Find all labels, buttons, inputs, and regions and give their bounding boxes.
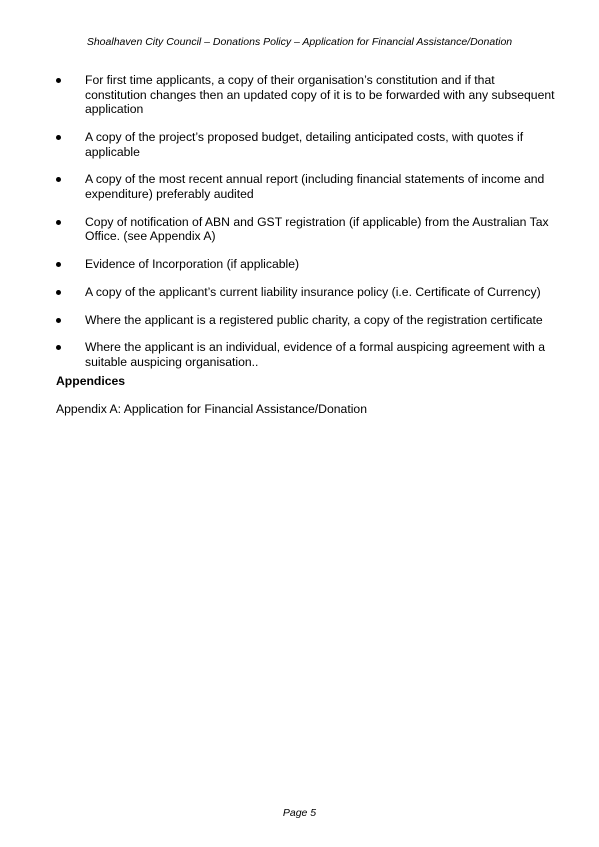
list-item-text: For first time applicants, a copy of their organisation’s constitution and if that constitution changes then an updated copy of it is to be forwarded with any subsequent application: [85, 73, 555, 117]
list-item: [56, 257, 556, 272]
bullet-icon: [56, 262, 61, 267]
bullet-icon: [56, 345, 61, 350]
page-number: Page 5: [282, 807, 317, 819]
list-item-text: A copy of the project’s proposed budget, detailing anticipated costs, with quotes if applicable: [85, 129, 524, 159]
list-item: [56, 285, 556, 300]
list-item: [56, 340, 556, 369]
list-item-text: Where the applicant is an individual, evidence of a formal auspicing agreement with a suitable auspicing organisation..: [85, 340, 546, 370]
list-item-text: A copy of the applicant’s current liability insurance policy (i.e. Certificate of Currency): [85, 284, 541, 299]
list-item-text: Copy of notification of ABN and GST registration (if applicable) from the Australian Tax Office. (see Appendix A): [85, 214, 549, 244]
list-item: [56, 172, 556, 201]
bullet-icon: [56, 177, 61, 182]
bullet-icon: [56, 318, 61, 323]
list-item-text: Where the applicant is a registered public charity, a copy of the registration certificate: [85, 312, 543, 327]
requirements-list: [56, 73, 556, 383]
appendices-heading: Appendices: [56, 374, 126, 388]
bullet-icon: [56, 78, 61, 83]
bullet-icon: [56, 135, 61, 140]
list-item: [56, 130, 556, 159]
appendix-a-text: Appendix A: Application for Financial Assistance/Donation: [56, 402, 367, 416]
bullet-icon: [56, 220, 61, 225]
page-header: Shoalhaven City Council – Donations Policy – Application for Financial Assistance/Donation: [86, 36, 513, 48]
list-item-text: A copy of the most recent annual report (including financial statements of income and expenditure) preferably audited: [85, 172, 545, 201]
bullet-icon: [56, 290, 61, 295]
list-item: [56, 313, 556, 328]
list-item-text: Evidence of Incorporation (if applicable): [85, 257, 300, 272]
list-item: [56, 73, 556, 117]
list-item: [56, 215, 556, 244]
